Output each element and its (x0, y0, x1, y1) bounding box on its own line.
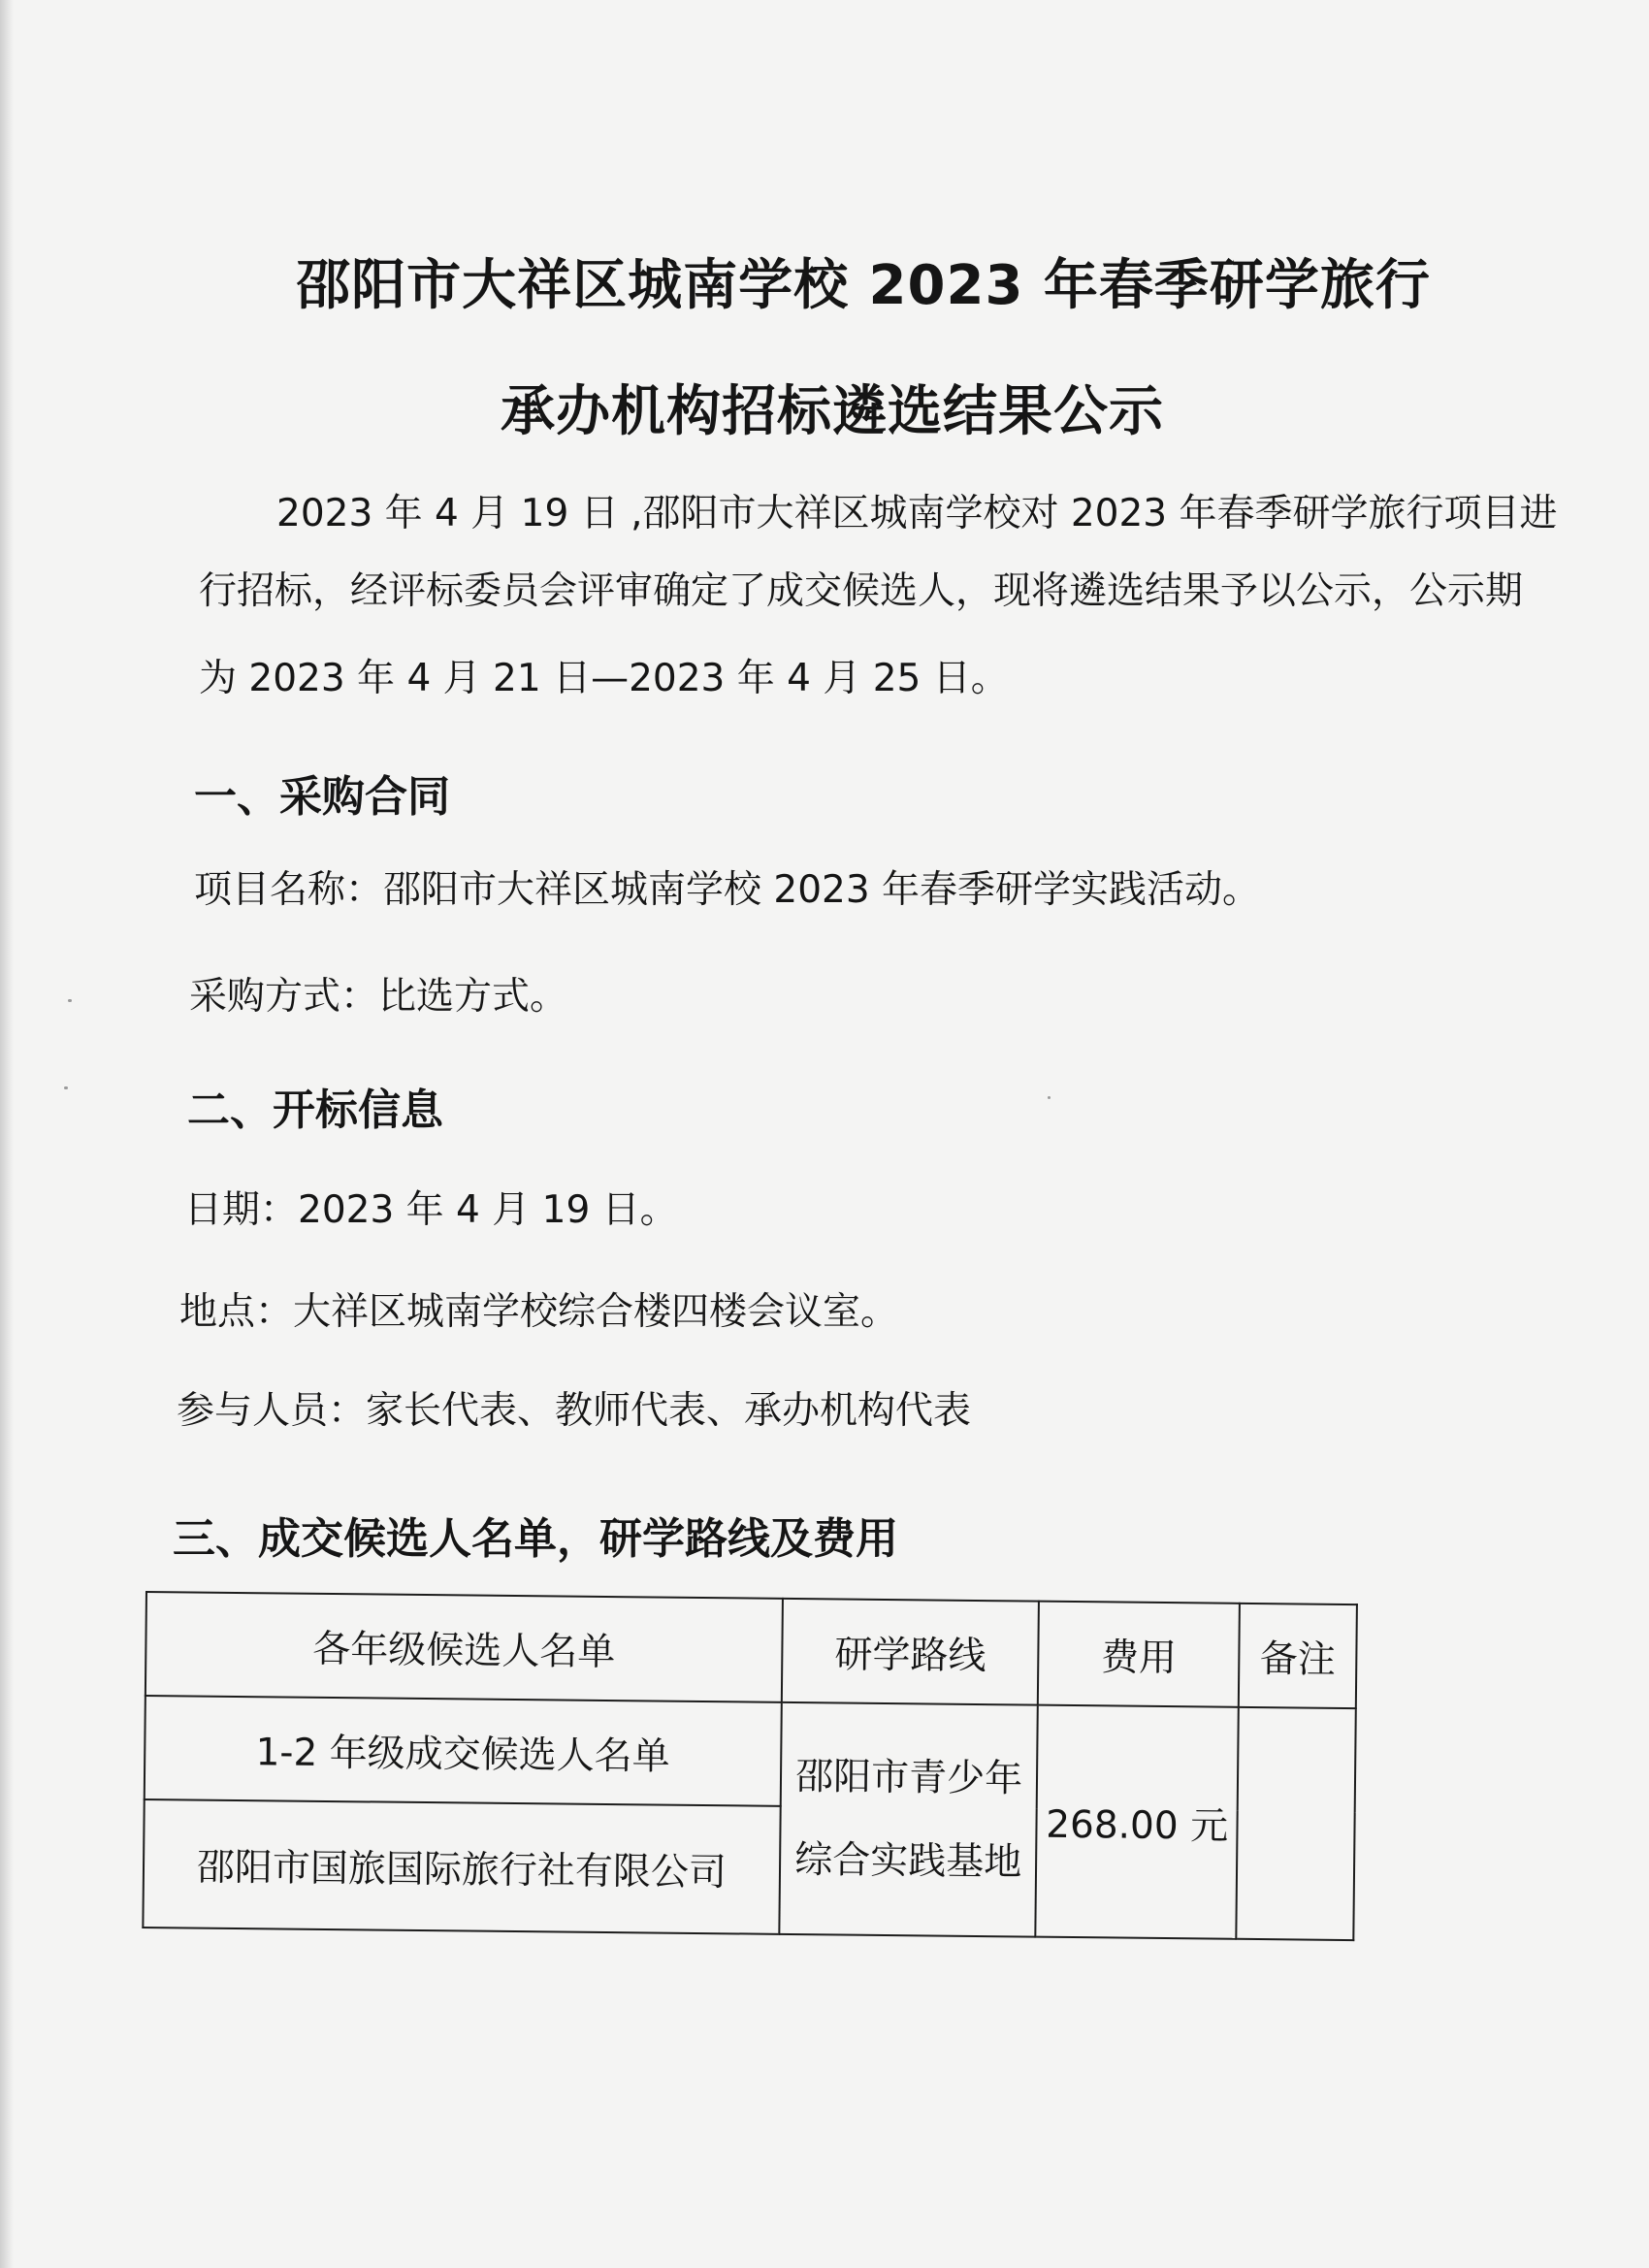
header-note: 备注 (1239, 1604, 1357, 1708)
route-cell (779, 1702, 1038, 1937)
procurement-method: 采购方式：比选方式。 (189, 975, 568, 1019)
project-name: 项目名称：邵阳市大祥区城南学校 2023 年春季研学实践活动。 (194, 868, 1261, 912)
scan-speck (68, 999, 72, 1002)
header-candidates: 各年级候选人名单 (146, 1592, 783, 1702)
grade-label-cell: 1-2 年级成交候选人名单 (145, 1696, 782, 1806)
header-route: 研学路线 (782, 1599, 1040, 1705)
candidate-table (142, 1591, 1358, 1941)
table-row (145, 1696, 1356, 1812)
note-cell (1236, 1707, 1356, 1940)
document-title-line1: 邵阳市大祥区城南学校 2023 年春季研学旅行 (296, 254, 1431, 317)
fee-cell: 268.00 元 (1036, 1705, 1239, 1939)
bid-location: 地点：大祥区城南学校综合楼四楼会议室。 (179, 1290, 899, 1334)
section2-heading: 二、开标信息 (187, 1085, 443, 1135)
intro-line3: 为 2023 年 4 月 21 日—2023 年 4 月 25 日。 (199, 657, 1009, 700)
document-title-line2: 承办机构招标遴选结果公示 (501, 380, 1164, 443)
bid-participants: 参与人员：家长代表、教师代表、承办机构代表 (177, 1389, 972, 1433)
intro-line2: 行招标，经评标委员会评审确定了成交候选人，现将遴选结果予以公示，公示期 (199, 569, 1524, 613)
scan-edge-shadow (0, 0, 14, 2268)
header-fee: 费用 (1038, 1602, 1239, 1707)
intro-line1: 2023 年 4 月 19 日 ,邵阳市大祥区城南学校对 2023 年春季研学旅行项目进 (276, 492, 1558, 535)
route-line1: 邵阳市青少年 (794, 1754, 1023, 1800)
bid-date: 日期：2023 年 4 月 19 日。 (184, 1188, 678, 1232)
route-line2: 综合实践基地 (794, 1837, 1022, 1884)
table-header-row (146, 1592, 1357, 1708)
section3-heading: 三、成交候选人名单，研学路线及费用 (173, 1514, 898, 1564)
scan-speck (1048, 1096, 1051, 1099)
scan-speck (64, 1086, 68, 1089)
company-cell: 邵阳市国旅国际旅行社有限公司 (143, 1799, 780, 1934)
section1-heading: 一、采购合同 (194, 772, 450, 822)
